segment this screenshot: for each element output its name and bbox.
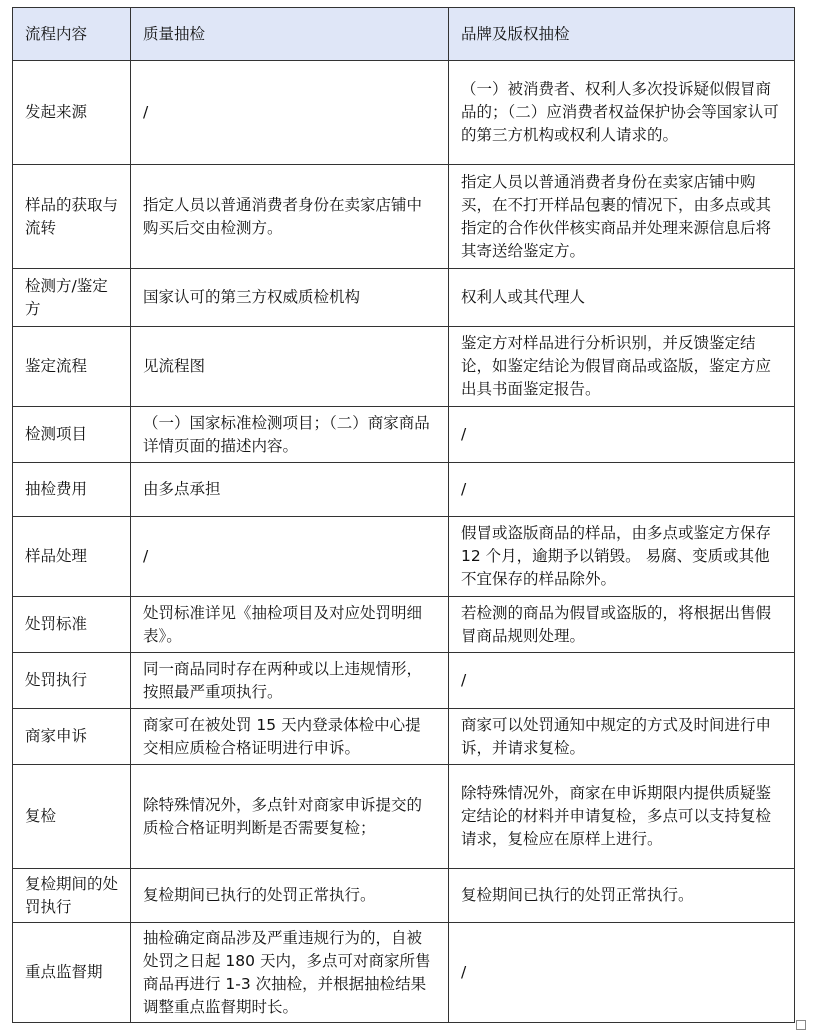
brand-cell: （一）被消费者、权利人多次投诉疑似假冒商品的；（二）应消费者权益保护协会等国家认可的第三方机构或权利人请求的。 [449,61,795,165]
brand-cell: 鉴定方对样品进行分析识别，并反馈鉴定结论，如鉴定结论为假冒商品或盗版，鉴定方应出具书面鉴定报告。 [449,327,795,407]
row-label: 发起来源 [13,61,131,165]
brand-cell: 权利人或其代理人 [449,269,795,327]
row-label: 检测方/鉴定方 [13,269,131,327]
quality-cell: / [131,517,449,597]
brand-cell: 复检期间已执行的处罚正常执行。 [449,869,795,923]
quality-cell: 国家认可的第三方权威质检机构 [131,269,449,327]
table-row [13,869,795,923]
row-label: 鉴定流程 [13,327,131,407]
table-row [13,709,795,765]
quality-cell: 抽检确定商品涉及严重违规行为的，自被处罚之日起 180 天内，多点可对商家所售商品再进行 1-3 次抽检，并根据抽检结果调整重点监督期时长。 [131,923,449,1023]
table-row [13,165,795,269]
header-brand: 品牌及版权抽检 [449,8,795,61]
table-row [13,269,795,327]
quality-cell: 商家可在被处罚 15 天内登录体检中心提交相应质检合格证明进行申诉。 [131,709,449,765]
row-label: 处罚标准 [13,597,131,653]
quality-cell: 处罚标准详见《抽检项目及对应处罚明细表》。 [131,597,449,653]
table-row [13,463,795,517]
row-label: 复检 [13,765,131,869]
row-label: 复检期间的处罚执行 [13,869,131,923]
row-label: 检测项目 [13,407,131,463]
row-label: 样品处理 [13,517,131,597]
header-quality: 质量抽检 [131,8,449,61]
quality-cell: 见流程图 [131,327,449,407]
row-label: 处罚执行 [13,653,131,709]
brand-cell: 除特殊情况外，商家在申诉期限内提供质疑鉴定结论的材料并申请复检，多点可以支持复检请求，复检应在原样上进行。 [449,765,795,869]
quality-cell: （一）国家标准检测项目；（二）商家商品详情页面的描述内容。 [131,407,449,463]
brand-cell: / [449,407,795,463]
header-process: 流程内容 [13,8,131,61]
brand-cell: / [449,923,795,1023]
quality-cell: 除特殊情况外，多点针对商家申诉提交的质检合格证明判断是否需要复检； [131,765,449,869]
brand-cell: 指定人员以普通消费者身份在卖家店铺中购买，在不打开样品包裹的情况下，由多点或其指定的合作伙伴核实商品并处理来源信息后将其寄送给鉴定方。 [449,165,795,269]
brand-cell: / [449,653,795,709]
brand-cell: 若检测的商品为假冒或盗版的，将根据出售假冒商品规则处理。 [449,597,795,653]
quality-cell: / [131,61,449,165]
table-row [13,327,795,407]
brand-cell: 商家可以处罚通知中规定的方式及时间进行申诉，并请求复检。 [449,709,795,765]
quality-cell: 由多点承担 [131,463,449,517]
row-label: 样品的获取与流转 [13,165,131,269]
row-label: 商家申诉 [13,709,131,765]
resize-handle[interactable] [796,1020,806,1030]
quality-cell: 复检期间已执行的处罚正常执行。 [131,869,449,923]
table-row [13,517,795,597]
table-row [13,597,795,653]
quality-cell: 同一商品同时存在两种或以上违规情形，按照最严重项执行。 [131,653,449,709]
table-row [13,923,795,1023]
quality-cell: 指定人员以普通消费者身份在卖家店铺中购买后交由检测方。 [131,165,449,269]
brand-cell: / [449,463,795,517]
table-row [13,61,795,165]
table-row [13,765,795,869]
table-row [13,653,795,709]
header-row [13,8,795,61]
row-label: 重点监督期 [13,923,131,1023]
brand-cell: 假冒或盗版商品的样品，由多点或鉴定方保存 12 个月，逾期予以销毁。 易腐、变质或其他不宜保存的样品除外。 [449,517,795,597]
table-row [13,407,795,463]
process-table [12,7,795,1023]
row-label: 抽检费用 [13,463,131,517]
